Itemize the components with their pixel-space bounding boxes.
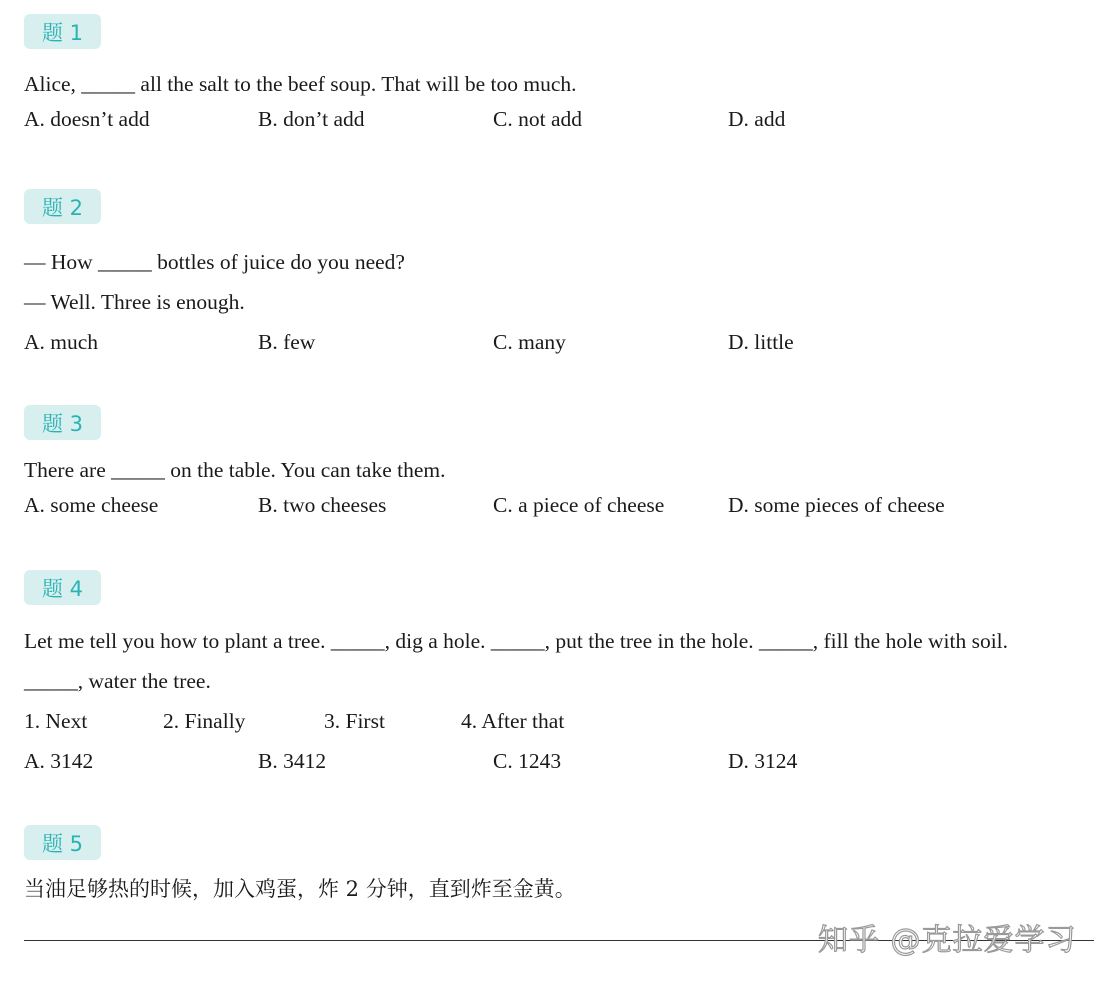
question-1-badge: 题 1 [24,14,101,49]
question-4-option-c: C. 1243 [493,749,562,773]
question-2-option-d: D. little [728,330,794,354]
question-1-option-a: A. doesn’t add [24,107,150,131]
question-3-option-b: B. two cheeses [258,493,387,517]
question-4-step-2: 2. Finally [163,709,246,733]
question-1-text: Alice, _____ all the salt to the beef soup. That will be too much. [24,72,577,96]
question-1-option-d: D. add [728,107,786,131]
question-3-option-a: A. some cheese [24,493,159,517]
question-4-step-4: 4. After that [461,709,565,733]
question-4-option-a: A. 3142 [24,749,94,773]
question-5-text: 当油足够热的时候，加入鸡蛋，炸 2 分钟，直到炸至金黄。 [24,877,576,901]
question-3-option-c: C. a piece of cheese [493,493,665,517]
question-4-option-d: D. 3124 [728,749,798,773]
question-2-badge: 题 2 [24,189,101,224]
question-4-text-line-2: _____, water the tree. [24,669,211,693]
question-4-step-1: 1. Next [24,709,88,733]
question-4-step-3: 3. First [324,709,385,733]
question-2-option-b: B. few [258,330,316,354]
question-2-text-line-1: — How _____ bottles of juice do you need? [24,250,405,274]
question-2-option-a: A. much [24,330,99,354]
question-1-option-c: C. not add [493,107,582,131]
question-4-text-line-1: Let me tell you how to plant a tree. _____, dig a hole. _____, put the tree in the hole. _____, fill the hole with soil. [24,629,1009,653]
question-5-badge: 题 5 [24,825,101,860]
question-4-badge: 题 4 [24,570,101,605]
question-3-option-d: D. some pieces of cheese [728,493,945,517]
question-4-option-b: B. 3412 [258,749,327,773]
question-2-text-line-2: — Well. Three is enough. [24,290,245,314]
watermark: 知乎 @克拉爱学习 [818,923,1077,958]
question-2-option-c: C. many [493,330,566,354]
question-1-option-b: B. don’t add [258,107,365,131]
question-3-badge: 题 3 [24,405,101,440]
question-3-text: There are _____ on the table. You can take them. [24,458,446,482]
